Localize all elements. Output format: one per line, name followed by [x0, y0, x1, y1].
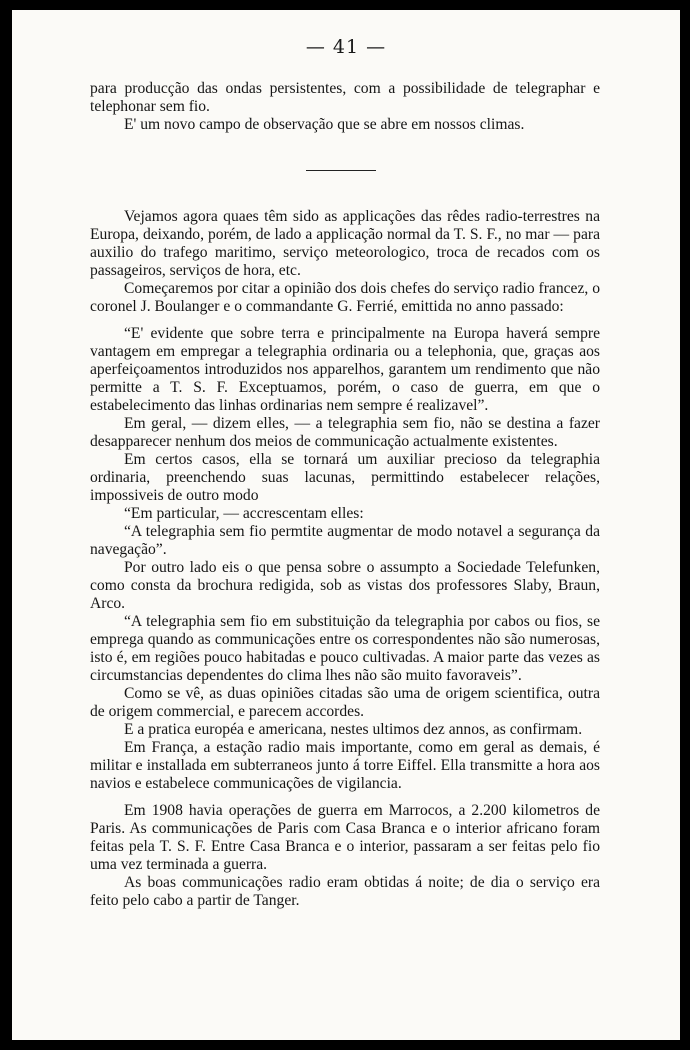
top-text-block — [90, 80, 600, 134]
main-text-block — [90, 208, 600, 910]
paragraph: Em geral, — dizem elles, — a telegraphia sem fio, não se destina a fazer desapparecer nenhum dos meios de communicação actualmente existentes. — [90, 415, 600, 450]
paragraph: E' um novo campo de observação que se abre em nossos climas. — [124, 116, 525, 133]
paragraph: Em França, a estação radio mais importante, como em geral as demais, é militar e installada em subterraneos junto á torre Eiffel. Ella transmitte a hora aos navios e estabelece communicações de vigilancia. — [90, 739, 600, 792]
paragraph: Vejamos agora quaes têm sido as applicações das rêdes radio-terrestres na Europa, deixando, porém, de lado a applicação normal da T. S. F., no mar — para auxilio do trafego maritimo, serviço meteorologico, troca de recados com os passageiros, serviços de hora, etc. — [90, 208, 600, 279]
quote-paragraph: “A telegraphia sem fio permtite augmentar de modo notavel a segurança da navegação”. — [90, 523, 600, 558]
paragraph: As boas communicações radio eram obtidas á noite; de dia o serviço era feito pelo cabo a partir de Tanger. — [90, 874, 600, 909]
paragraph: Em certos casos, ella se tornará um auxiliar precioso da telegraphia ordinaria, preenchendo suas lacunas, permittindo estabelecer relações, impossiveis de outro modo — [90, 451, 600, 504]
document-page — [12, 10, 680, 1040]
quote-paragraph: “A telegraphia sem fio em substituição da telegraphia por cabos ou fios, se emprega quando as communicações entre os correspondentes não são numerosas, isto é, em regiões pouco habitadas e pouco cultivadas. A maior parte das vezes as circumstancias dependentes do clima lhes não são muito favoraveis”. — [90, 613, 600, 684]
quote-paragraph: “Em particular, — accrescentam elles: — [124, 505, 364, 522]
paragraph: para producção das ondas persistentes, com a possibilidade de telegraphar e telephonar sem fio. — [90, 80, 600, 115]
paragraph: Em 1908 havia operações de guerra em Marrocos, a 2.200 kilometros de Paris. As communicações de Paris com Casa Branca e o interior africano foram feitas pela T. S. F. Entre Casa Branca e o interior, passaram a ser feitas pelo fio uma vez terminada a guerra. — [90, 802, 600, 873]
quote-paragraph: “E' evidente que sobre terra e principalmente na Europa haverá sempre vantagem em empregar a telegraphia ordinaria ou a telephonia, que, graças aos aperfeiçoamentos introduzidos nos apparelhos, garantem um rendimento que não permitte a T. S. F. Exceptuamos, porém, o caso de guerra, em que o estabelecimento das linhas ordinarias nem sempre é realizavel”. — [90, 325, 600, 414]
page-number: — 41 — — [305, 36, 387, 58]
section-divider — [306, 170, 376, 171]
paragraph: E a pratica européa e americana, nestes ultimos dez annos, as confirmam. — [124, 721, 583, 738]
paragraph: Por outro lado eis o que pensa sobre o assumpto a Sociedade Telefunken, como consta da brochura redigida, sob as vistas dos professores Slaby, Braun, Arco. — [90, 559, 600, 612]
paragraph: Como se vê, as duas opiniões citadas são uma de origem scientifica, outra de origem commercial, e parecem accordes. — [90, 685, 600, 720]
paragraph: Começaremos por citar a opinião dos dois chefes do serviço radio francez, o coronel J. Boulanger e o commandante G. Ferrié, emittida no anno passado: — [90, 280, 600, 315]
